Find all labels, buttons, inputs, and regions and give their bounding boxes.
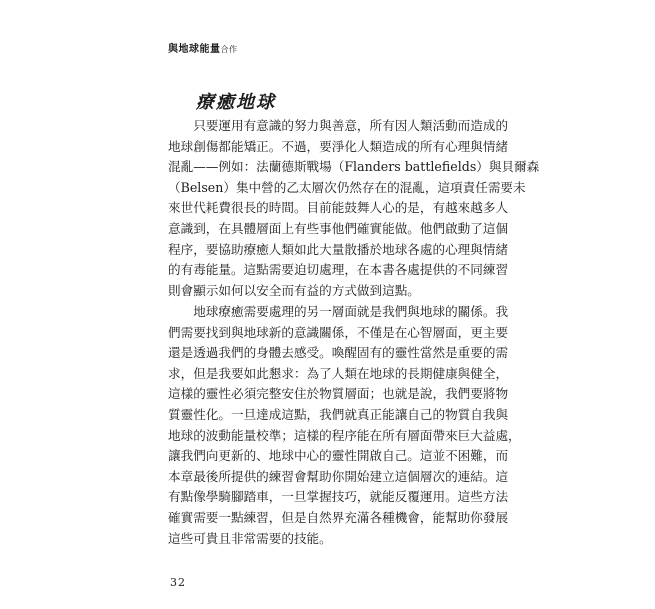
text-line: 地球療癒需要處理的另一層面就是我們與地球的關係。我 — [168, 304, 509, 319]
text-line: 還是透過我們的身體去感受。喚醒固有的靈性當然是重要的需 — [168, 345, 509, 361]
paragraph-1 — [168, 116, 540, 301]
text-line: 來世代耗費很長的時間。目前能鼓舞人心的是，有越來越多人 — [168, 200, 509, 216]
text-line: 混亂——例如：法蘭德斯戰場（Flanders battlefields）與貝爾森 — [168, 159, 540, 175]
text-line: 則會顯示如何以安全而有益的方式做到這點。 — [168, 282, 420, 298]
running-header-main: 與地球能量 — [168, 44, 221, 55]
text-line: 只要運用有意識的努力與善意，所有因人類活動而造成的 — [168, 118, 509, 133]
text-line: 求，但是我要如此懇求：為了人類在地球的長期健康與健全， — [168, 365, 509, 381]
text-line: 這些可貴且非常需要的技能。 — [168, 530, 332, 546]
paragraph-2 — [168, 302, 521, 549]
text-line: 程序，要協助療癒人類如此大量散播於地球各處的心理與情緒 — [168, 241, 509, 257]
text-line: 的有毒能量。這點需要迫切處理，在本書各處提供的不同練習 — [168, 262, 509, 278]
text-line: 地球的波動能量校準；這樣的程序能在所有層面帶來巨大益處， — [168, 427, 521, 443]
page-number: 32 — [170, 576, 186, 589]
text-line: 確實需要一點練習，但是自然界充滿各種機會，能幫助你發展 — [168, 509, 509, 525]
text-line: 意識到，在具體層面上有些事他們確實能做。他們啟動了這個 — [168, 220, 509, 236]
text-line: 有點像學騎腳踏車，一旦掌握技巧，就能反覆運用。這些方法 — [168, 489, 509, 505]
section-title: 療癒地球 — [196, 92, 276, 113]
running-header-suffix: 合作 — [220, 45, 238, 54]
running-header — [168, 40, 238, 55]
text-line: 本章最後所提供的練習會幫助你開始建立這個層次的連結。這 — [168, 468, 509, 484]
text-line: 這樣的靈性必須完整安住於物質層面；也就是說，我們要將物 — [168, 386, 509, 402]
text-line: 們需要找到與地球新的意識關係，不僅是在心智層面，更主要 — [168, 324, 509, 340]
text-line: 質靈性化。一旦達成這點，我們就真正能讓自己的物質自我與 — [168, 406, 509, 422]
text-line: （Belsen）集中營的乙太層次仍然存在的混亂，這項責任需要未 — [168, 179, 526, 195]
text-line: 地球創傷都能矯正。不過，要淨化人類造成的所有心理與情緒 — [168, 138, 509, 154]
text-line: 讓我們向更新的、地球中心的靈性開啟自己。這並不困難，而 — [168, 448, 509, 464]
